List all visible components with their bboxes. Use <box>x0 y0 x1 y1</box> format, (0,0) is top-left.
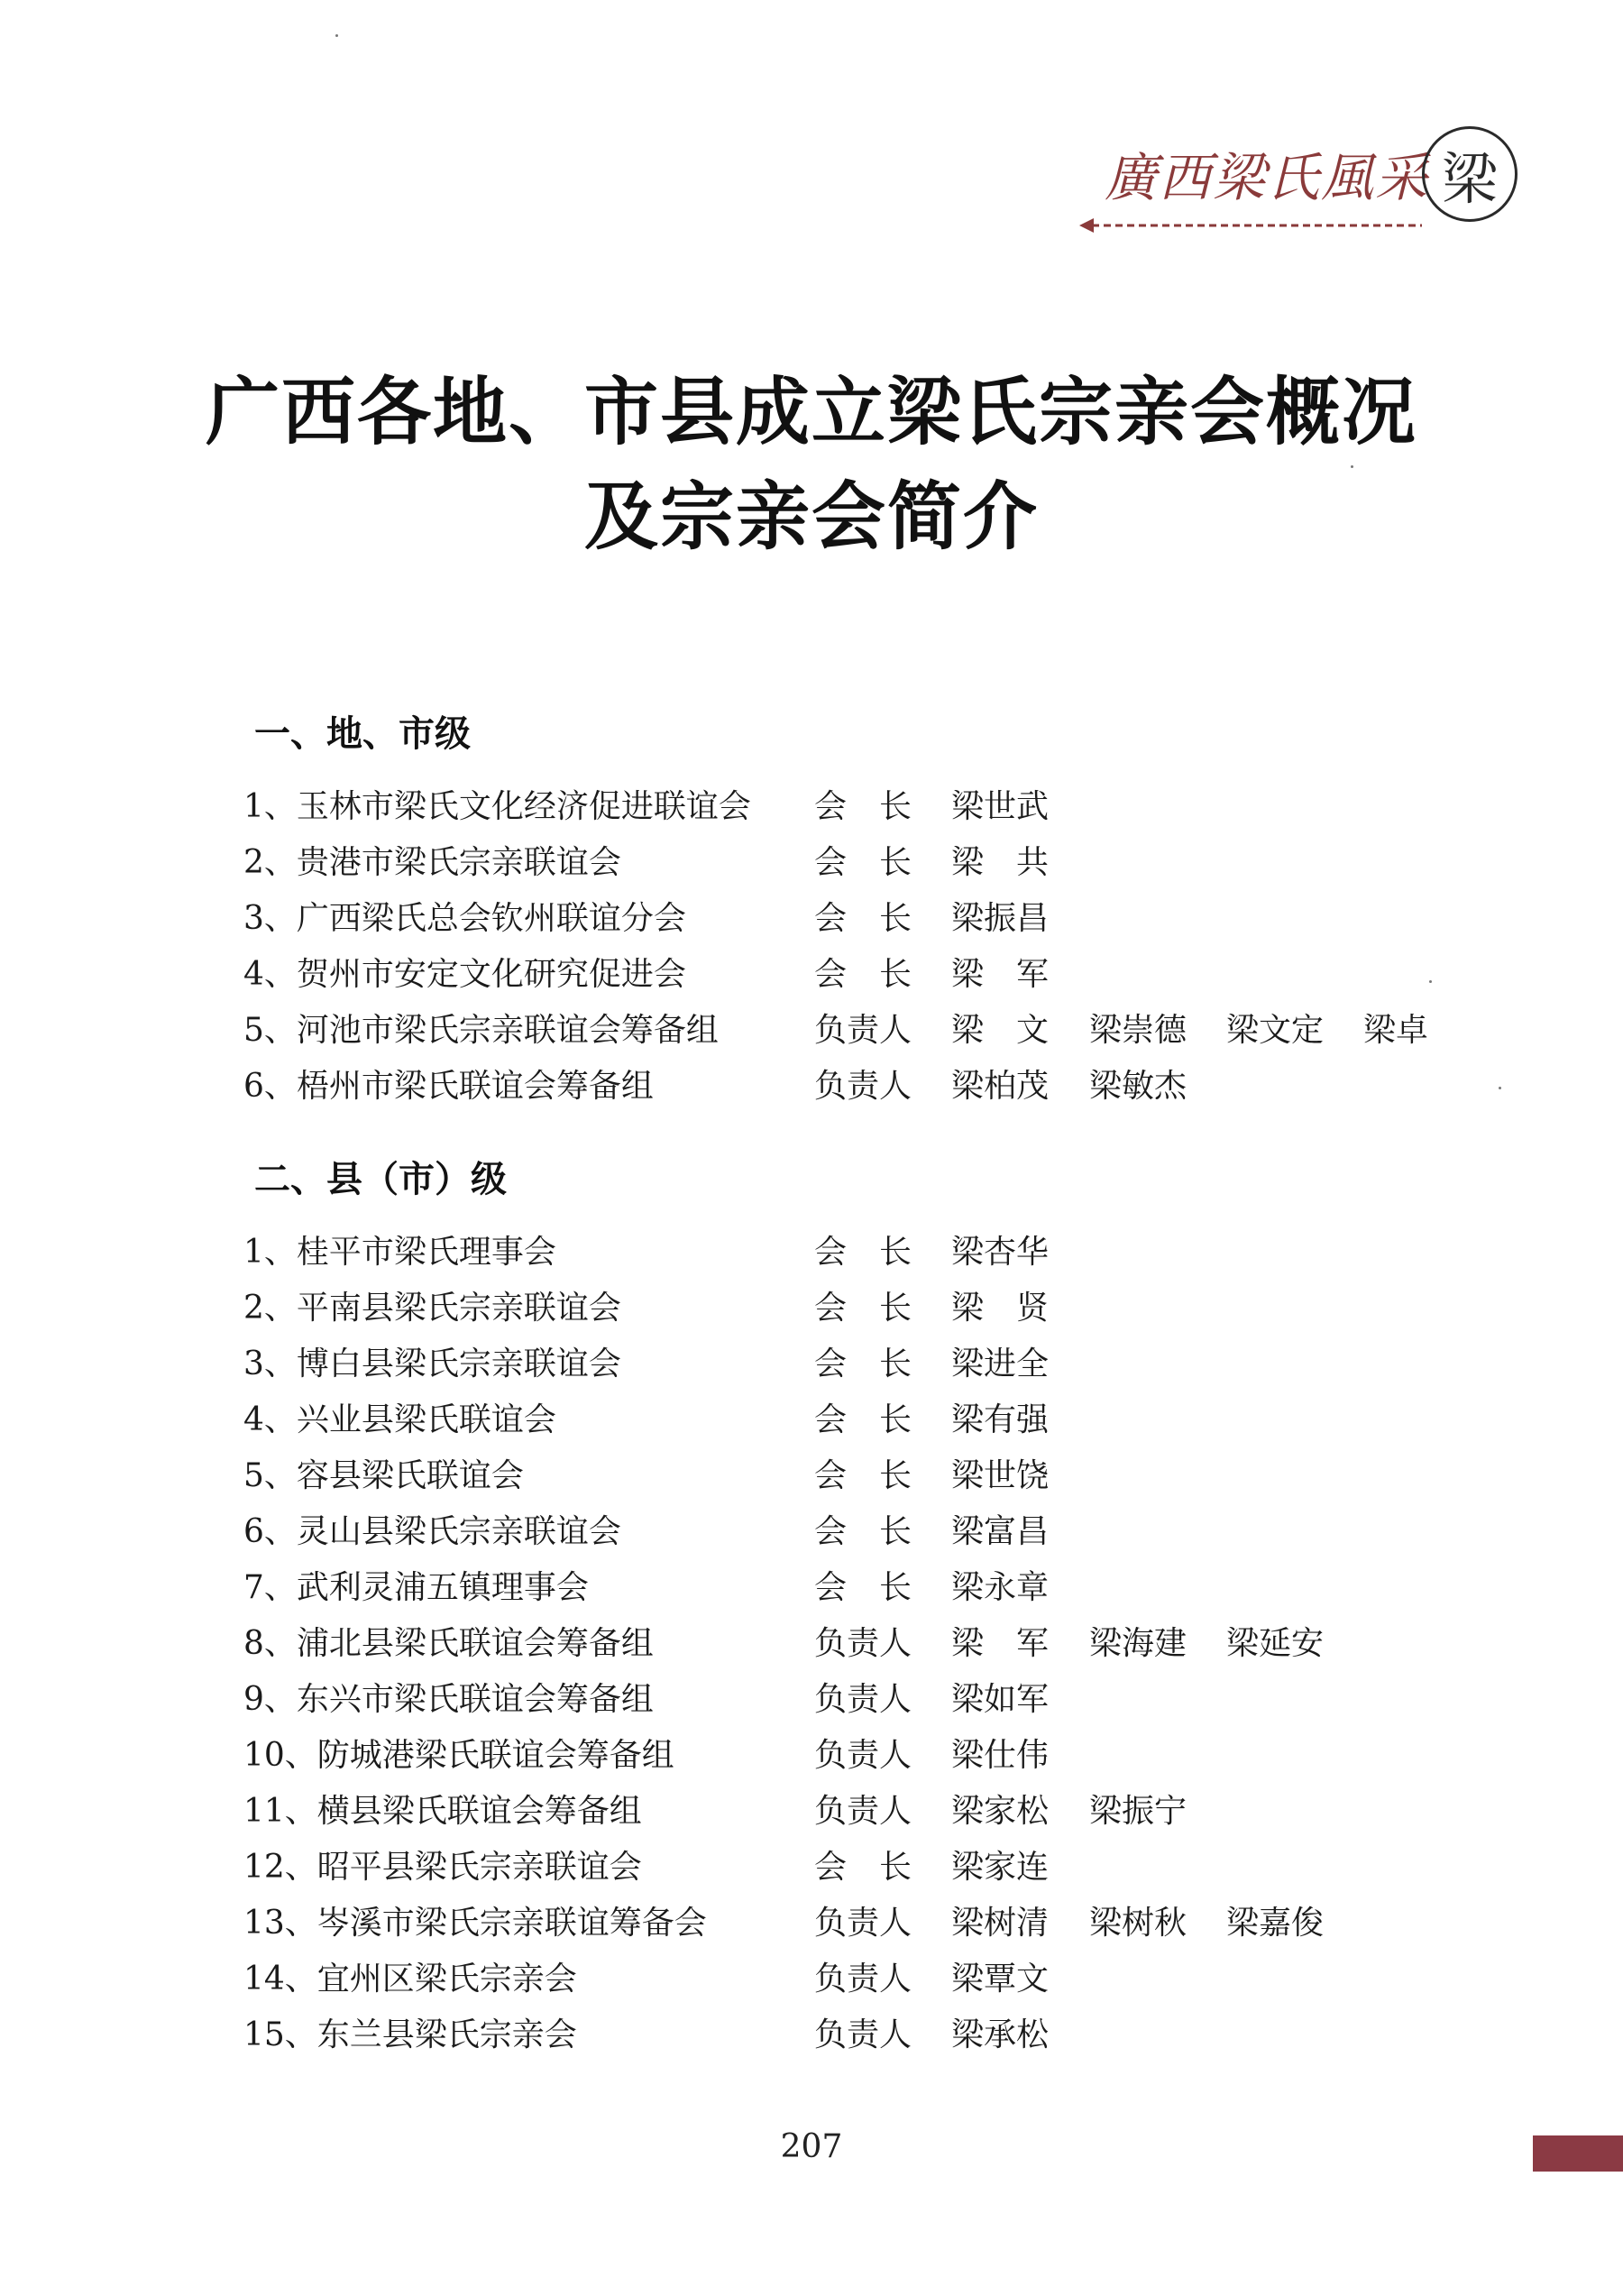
org-name: 3、博白县梁氏宗亲联谊会 <box>243 1345 621 1382</box>
org-name: 5、容县梁氏联谊会 <box>243 1457 524 1494</box>
role-label: 会 长 <box>814 1234 912 1271</box>
person-name: 梁树清 <box>951 1905 1050 1942</box>
org-name: 6、灵山县梁氏宗亲联谊会 <box>243 1513 621 1550</box>
person-name: 梁 军 <box>951 956 1050 993</box>
org-name: 2、贵港市梁氏宗亲联谊会 <box>243 844 621 881</box>
org-name: 5、河池市梁氏宗亲联谊会筹备组 <box>243 1012 719 1049</box>
role-label: 会 长 <box>814 1457 912 1494</box>
person-name: 梁海建 <box>1089 1625 1187 1662</box>
scan-speck <box>1351 465 1353 468</box>
person-name: 梁嘉俊 <box>1226 1905 1325 1942</box>
section-heading-prefecture-city: 一、地、市级 <box>254 713 471 755</box>
person-name: 梁树秋 <box>1089 1905 1187 1942</box>
arrow-left-icon <box>1079 216 1422 234</box>
person-name: 梁 贤 <box>951 1290 1050 1327</box>
person-name: 梁 文 <box>951 1012 1050 1049</box>
role-label: 负责人 <box>814 2016 912 2053</box>
scan-speck <box>335 34 338 37</box>
role-label: 负责人 <box>814 1681 912 1718</box>
role-label: 负责人 <box>814 1905 912 1942</box>
org-name: 12、昭平县梁氏宗亲联谊会 <box>243 1849 642 1886</box>
scan-speck <box>1499 1087 1501 1089</box>
role-label: 会 长 <box>814 844 912 881</box>
person-name: 梁家连 <box>951 1849 1050 1886</box>
person-name: 梁世饶 <box>951 1457 1050 1494</box>
person-name: 梁富昌 <box>951 1513 1050 1550</box>
org-name: 15、东兰县梁氏宗亲会 <box>243 2016 577 2053</box>
role-label: 会 长 <box>814 788 912 825</box>
role-label: 会 长 <box>814 1569 912 1606</box>
person-name: 梁 军 <box>951 1625 1050 1662</box>
role-label: 会 长 <box>814 1401 912 1438</box>
header-logo <box>1068 117 1519 243</box>
role-label: 负责人 <box>814 1793 912 1830</box>
seal-icon <box>1422 126 1518 222</box>
person-name: 梁振宁 <box>1089 1793 1187 1830</box>
scan-speck <box>1429 980 1432 983</box>
person-name: 梁 共 <box>951 844 1050 881</box>
person-name: 梁崇德 <box>1089 1012 1187 1049</box>
org-name: 14、宜州区梁氏宗亲会 <box>243 1961 577 1998</box>
org-name: 8、浦北县梁氏联谊会筹备组 <box>243 1625 654 1662</box>
person-name: 梁仕伟 <box>951 1737 1050 1774</box>
seal-char: 梁 <box>1441 145 1498 212</box>
person-name: 梁文定 <box>1226 1012 1325 1049</box>
role-label: 负责人 <box>814 1068 912 1105</box>
edge-tab <box>1533 2135 1623 2172</box>
person-name: 梁卓 <box>1363 1012 1429 1049</box>
person-name: 梁敏杰 <box>1089 1068 1187 1105</box>
person-name: 梁如军 <box>951 1681 1050 1718</box>
person-name: 梁柏茂 <box>951 1068 1050 1105</box>
logo-text: 廣西梁氏風采 <box>1105 147 1430 208</box>
page-title-line-1: 广西各地、市县成立梁氏宗亲会概况 <box>205 370 1417 455</box>
person-name: 梁覃文 <box>951 1961 1050 1998</box>
org-name: 2、平南县梁氏宗亲联谊会 <box>243 1290 621 1327</box>
section-heading-county-city: 二、县（市）级 <box>254 1159 507 1200</box>
role-label: 会 长 <box>814 1345 912 1382</box>
role-label: 会 长 <box>814 900 912 937</box>
org-name: 10、防城港梁氏联谊会筹备组 <box>243 1737 674 1774</box>
org-name: 7、武利灵浦五镇理事会 <box>243 1569 589 1606</box>
role-label: 会 长 <box>814 1513 912 1550</box>
person-name: 梁振昌 <box>951 900 1050 937</box>
page-number: 207 <box>780 2128 843 2165</box>
role-label: 负责人 <box>814 1737 912 1774</box>
org-name: 3、广西梁氏总会钦州联谊分会 <box>243 900 686 937</box>
org-name: 1、桂平市梁氏理事会 <box>243 1234 556 1271</box>
role-label: 会 长 <box>814 1290 912 1327</box>
org-name: 4、兴业县梁氏联谊会 <box>243 1401 556 1438</box>
org-name: 9、东兴市梁氏联谊会筹备组 <box>243 1681 654 1718</box>
page-title-line-2: 及宗亲会简介 <box>583 474 1039 560</box>
org-name: 1、玉林市梁氏文化经济促进联谊会 <box>243 788 751 825</box>
person-name: 梁延安 <box>1226 1625 1325 1662</box>
role-label: 负责人 <box>814 1961 912 1998</box>
person-name: 梁世武 <box>951 788 1050 825</box>
person-name: 梁进全 <box>951 1345 1050 1382</box>
person-name: 梁有强 <box>951 1401 1050 1438</box>
person-name: 梁家松 <box>951 1793 1050 1830</box>
person-name: 梁杏华 <box>951 1234 1050 1271</box>
role-label: 负责人 <box>814 1012 912 1049</box>
role-label: 会 长 <box>814 956 912 993</box>
org-name: 11、横县梁氏联谊会筹备组 <box>243 1793 642 1830</box>
role-label: 会 长 <box>814 1849 912 1886</box>
role-label: 负责人 <box>814 1625 912 1662</box>
org-name: 4、贺州市安定文化研究促进会 <box>243 956 686 993</box>
person-name: 梁永章 <box>951 1569 1050 1606</box>
org-name: 13、岑溪市梁氏宗亲联谊筹备会 <box>243 1905 707 1942</box>
person-name: 梁承松 <box>951 2016 1050 2053</box>
org-name: 6、梧州市梁氏联谊会筹备组 <box>243 1068 654 1105</box>
